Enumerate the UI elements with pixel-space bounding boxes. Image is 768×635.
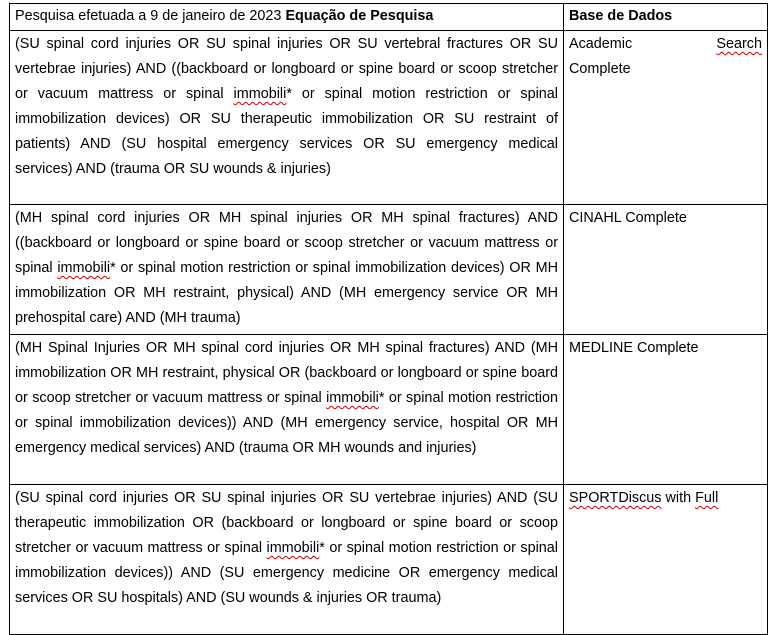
database-cell: MEDLINE Complete (564, 335, 768, 485)
search-strategy-table (9, 3, 768, 635)
database-cell: CINAHL Complete (564, 205, 768, 335)
database-name-part: Complete (569, 61, 631, 77)
database-name-part: with (661, 490, 696, 506)
query-text: * or spinal motion restriction or spinal immobilization devices) OR SU therapeutic immobilization OR SU restraint of patients) AND (SU hospital emergency services OR SU emergency medical services) AND (trauma OR SU wounds & injuries) (15, 86, 558, 177)
query-cell (10, 31, 564, 205)
table-row (10, 335, 768, 485)
spellcheck-flagged-word: immobili (233, 86, 287, 102)
database-cell (564, 485, 768, 635)
database-name-part: Academic (569, 36, 633, 52)
query-text: (SU spinal cord injuries OR SU spinal injuries OR SU vertebrae injuries) AND (SU therapeutic immobilization OR (backboard or longboard or spine board or scoop stretcher or vacuum mattress or spinal (15, 490, 558, 556)
query-cell (10, 335, 564, 485)
spellcheck-flagged-word: immobili (266, 540, 320, 556)
header-database: Base de Dados (564, 4, 768, 31)
query-text: (SU spinal cord injuries OR SU spinal injuries OR SU vertebral fractures OR SU vertebrae injuries) AND ((backboard or longboard or spine board or scoop stretcher or vacuum mattress or spinal (15, 36, 558, 102)
spellcheck-flagged-word: SPORTDiscus (569, 490, 662, 506)
header-date-text: Pesquisa efetuada a 9 de janeiro de 2023 (15, 8, 286, 24)
database-name-line (569, 32, 762, 57)
table-row (10, 31, 768, 205)
query-text: (MH Spinal Injuries OR MH spinal cord injuries OR MH spinal fractures) AND (MH immobilization OR MH restraint, physical OR (backboard or longboard or spine board or scoop stretcher or vacuum mattress or spinal (15, 340, 558, 406)
database-cell (564, 31, 768, 205)
table-header-row (10, 4, 768, 31)
header-equation-label: Equação de Pesquisa (285, 8, 434, 24)
query-text: * or spinal motion restriction or spinal immobilization devices)) AND (MH emergency service, hospital OR MH emergency medical services) AND (trauma OR MH wounds and injuries) (15, 390, 558, 456)
header-search-equation (10, 4, 564, 31)
query-text: * or spinal motion restriction or spinal immobilization devices) OR MH immobilization OR MH restraint, physical) AND (MH emergency service OR MH prehospital care) AND (MH trauma) (15, 260, 558, 326)
query-text: * or spinal motion restriction or spinal immobilization devices)) AND (SU emergency medicine OR emergency medical services OR SU hospitals) AND (SU wounds & injuries OR trauma) (15, 540, 558, 606)
spellcheck-flagged-word: immobili (326, 390, 379, 406)
query-cell (10, 485, 564, 635)
query-cell (10, 205, 564, 335)
spellcheck-flagged-word: Full (695, 490, 719, 506)
spellcheck-flagged-word: immobili (57, 260, 111, 276)
query-text: (MH spinal cord injuries OR MH spinal injuries OR MH spinal fractures) AND ((backboard or longboard or spine board or scoop stretcher or vacuum mattress or spinal (15, 210, 558, 276)
table-row (10, 485, 768, 635)
spellcheck-flagged-word: Search (716, 36, 762, 52)
table-row (10, 205, 768, 335)
